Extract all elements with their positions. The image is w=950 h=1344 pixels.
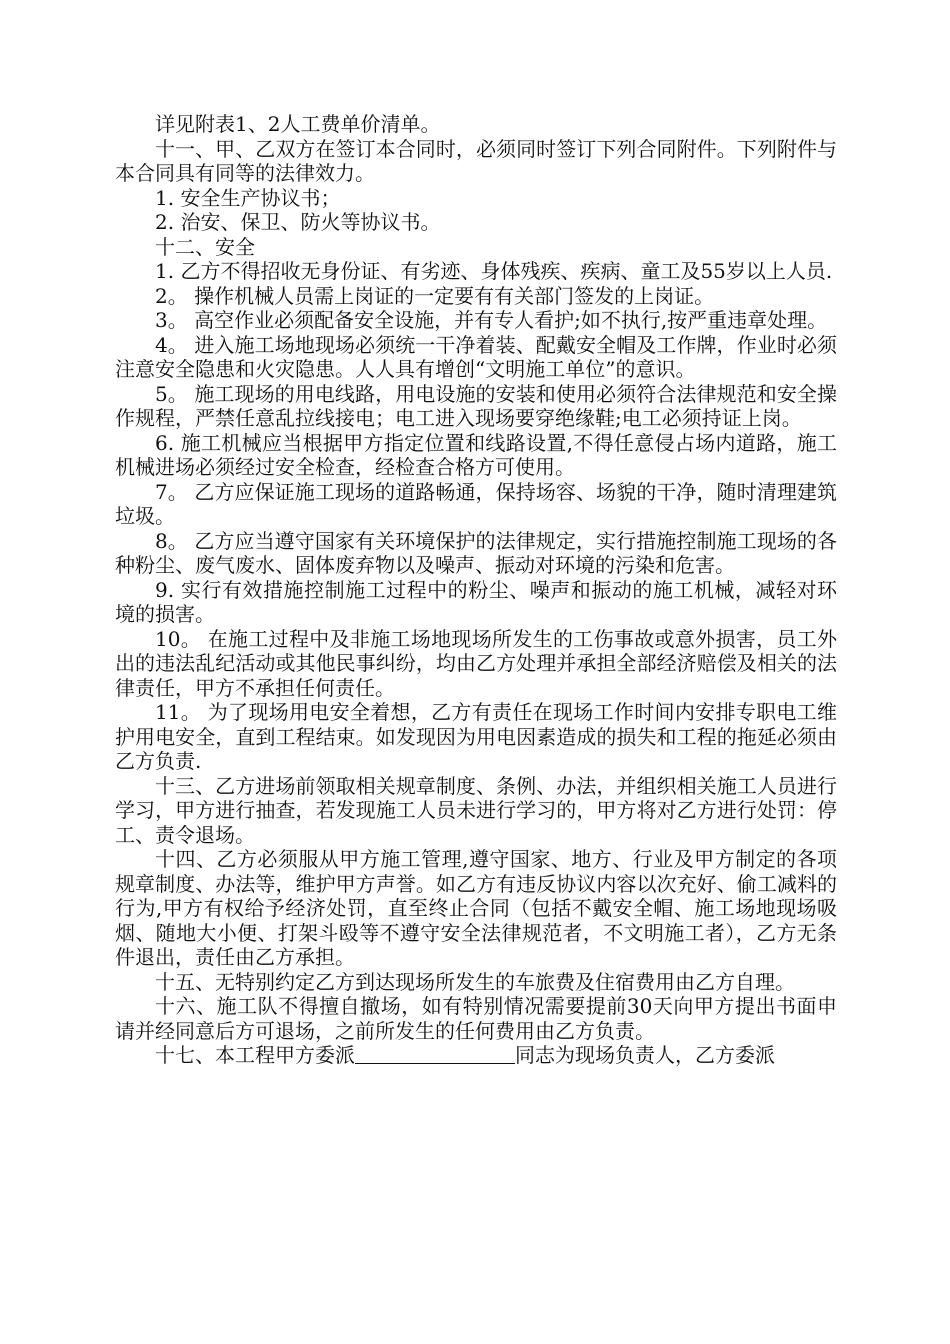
paragraph-clause-14: 十四、乙方必须服从甲方施工管理,遵守国家、地方、行业及甲方制定的各项规章制度、办法等，维护甲方声誉。如乙方有违反协议内容以次充好、偷工减料的行为,甲方有权给予经济处罚，直至终止合同（包括不戴安全帽、施工场地现场吸烟、随地大小便、打架斗殴等不遵守安全法律规范者，不文明施工者），乙方无条件退出，责任由乙方承担。 [115,847,837,969]
paragraph-safety-11: 11。 为了现场用电安全着想，乙方有责任在现场工作时间内安排专职电工维护用电安全，直到工程结束。如发现因为用电因素造成的损失和工程的拖延必须由乙方负责. [115,700,837,773]
clause-17-text-before: 十七、本工程甲方委派 [155,1043,355,1067]
paragraph-clause-16: 十六、施工队不得擅自撤场，如有特别情况需要提前30天向甲方提出书面申请并经同意后方可退场，之前所发生的任何费用由乙方负责。 [115,994,837,1043]
paragraph-clause-11: 十一、甲、乙双方在签订本合同时，必须同时签订下列合同附件。下列附件与本合同具有同等的法律效力。 [115,136,837,185]
paragraph-safety-5: 5。 施工现场的用电线路，用电设施的安装和使用必须符合法律规范和安全操作规程，严禁任意乱拉线接电；电工进入现场要穿绝缘鞋;电工必须持证上岗。 [115,381,837,430]
clause-17-text-after: 同志为现场负责人，乙方委派 [515,1043,775,1067]
paragraph-safety-1: 1. 乙方不得招收无身份证、有劣迹、身体残疾、疾病、童工及55岁以上人员. [155,259,833,283]
paragraph-safety-10: 10。 在施工过程中及非施工场地现场所发生的工伤事故或意外损害，员工外出的违法乱纪活动或其他民事纠纷，均由乙方处理并承担全部经济赔偿及相关的法律责任，甲方不承担任何责任。 [115,626,837,700]
fill-in-blank-line [355,1045,515,1064]
paragraph-safety-9: 9. 实行有效措施控制施工过程中的粉尘、噪声和振动的施工机械，减轻对环境的损害。 [115,577,837,626]
paragraph-clause-13: 十三、乙方进场前领取相关规章制度、条例、办法，并组织相关施工人员进行学习，甲方进行抽查，若发现施工人员未进行学习的，甲方将对乙方进行处罚：停工、责令退场。 [115,773,837,847]
paragraph-safety-2: 2。 操作机械人员需上岗证的一定要有有关部门签发的上岗证。 [155,283,715,308]
paragraph-clause-15: 十五、无特别约定乙方到达现场所发生的车旅费及住宿费用由乙方自理。 [155,969,795,994]
paragraph-safety-7: 7。 乙方应保证施工现场的道路畅通，保持场容、场貌的干净，随时清理建筑垃圾。 [115,479,837,528]
paragraph-appendix-ref: 详见附表1、2人工费单价清单。 [155,112,441,136]
document-page [115,112,837,1068]
paragraph-clause-11-item-1: 1. 安全生产协议书； [155,185,341,210]
paragraph-safety-3: 3。 高空作业必须配备安全设施，并有专人看护;如不执行,按严重违章处理。 [155,308,828,332]
paragraph-safety-6: 6. 施工机械应当根据甲方指定位置和线路设置,不得任意侵占场内道路，施工机械进场必须经过安全检查，经检查合格方可使用。 [115,430,837,479]
paragraph-clause-17 [115,1043,837,1068]
paragraph-safety-4: 4。 进入施工场地现场必须统一干净着装、配戴安全帽及工作牌，作业时必须注意安全隐患和火灾隐患。人人具有增创“文明施工单位”的意识。 [115,332,837,381]
paragraph-safety-8: 8。 乙方应当遵守国家有关环境保护的法律规定，实行措施控制施工现场的各种粉尘、废气废水、固体废弃物以及噪声、振动对环境的污染和危害。 [115,528,837,577]
section-heading-safety: 十二、安全 [155,234,255,259]
paragraph-clause-11-item-2: 2. 治安、保卫、防火等协议书。 [155,210,441,234]
